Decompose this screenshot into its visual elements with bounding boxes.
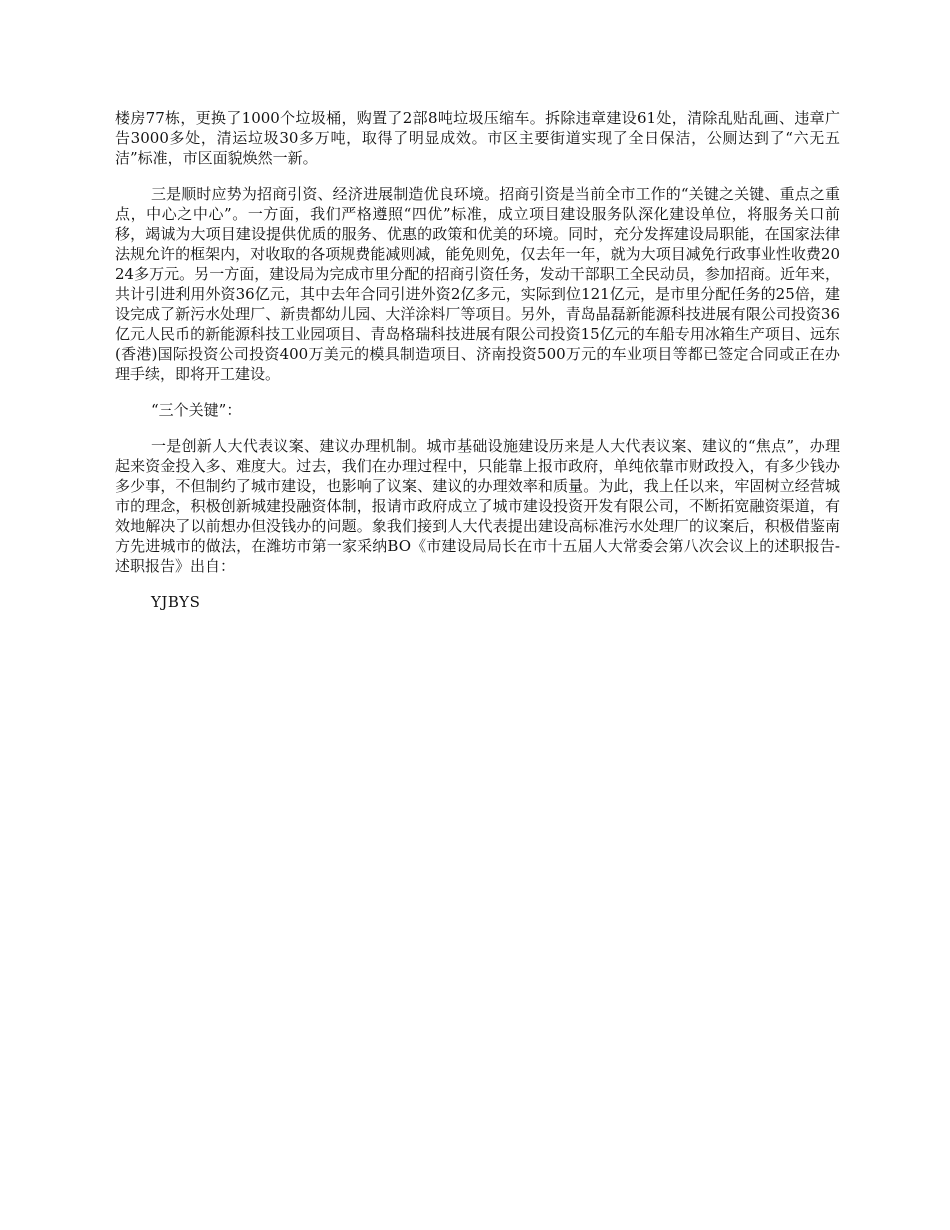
paragraph-sanitation-results: 楼房77栋，更换了1000个垃圾桶，购置了2部8吨垃圾压缩车。拆除违章建设61处，清除乱贴乱画、违章广告3000多处，清运垃圾30多万吨，取得了明显成效。市区主要街道实现了全日保洁，公厕达到了“六无五洁”标准，市区面貌焕然一新。 (115, 109, 840, 167)
source-code-label: YJBYS (151, 593, 201, 611)
section-heading-three-keys: “三个关键”： (151, 401, 242, 419)
paragraph-proposal-mechanism: 一是创新人大代表议案、建议办理机制。城市基础设施建设历来是人大代表议案、建议的“焦点”，办理起来资金投入多、难度大。过去，我们在办理过程中，只能靠上报市政府，单纯依靠市财政投入，有多少钱办多少事，不但制约了城市建设，也影响了议案、建议的办理效率和质量。为此，我上任以来，牢固树立经营城市的理念，积极创新城建投融资体制，报请市政府成立了城市建设投资开发有限公司，不断拓宽融资渠道，有效地解决了以前想办但没钱办的问题。象我们接到人大代表提出建设高标准污水处理厂的议案后，积极借鉴南方先进城市的做法，在潍坊市第一家采纳BO《市建设局局长在市十五届人大常委会第八次会议上的述职报告-述职报告》出自： (115, 437, 840, 575)
paragraph-investment-environment: 三是顺时应势为招商引资、经济进展制造优良环境。招商引资是当前全市工作的“关键之关键、重点之重点，中心之中心”。一方面，我们严格遵照“四优”标准，成立项目建设服务队深化建设单位，将服务关口前移，竭诚为大项目建设提供优质的服务、优惠的政策和优美的环境。同时，充分发挥建设局职能，在国家法律法规允许的框架内，对收取的各项规费能减则减，能免则免，仅去年一年，就为大项目减免行政事业性收费2024多万元。另一方面，建设局为完成市里分配的招商引资任务，发动干部职工全民动员，参加招商。近年来，共计引进利用外资36亿元，其中去年合同引进外资2亿多元，实际到位121亿元，是市里分配任务的25倍，建设完成了新污水处理厂、新贵都幼儿园、大洋涂料厂等项目。另外，青岛晶磊新能源科技进展有限公司投资36亿元人民币的新能源科技工业园项目、青岛格瑞科技进展有限公司投资15亿元的车船专用冰箱生产项目、远东(香港)国际投资公司投资400万美元的模具制造项目、济南投资500万元的车业项目等都已签定合同或正在办理手续，即将开工建设。 (115, 185, 840, 383)
document-page (115, 108, 840, 612)
